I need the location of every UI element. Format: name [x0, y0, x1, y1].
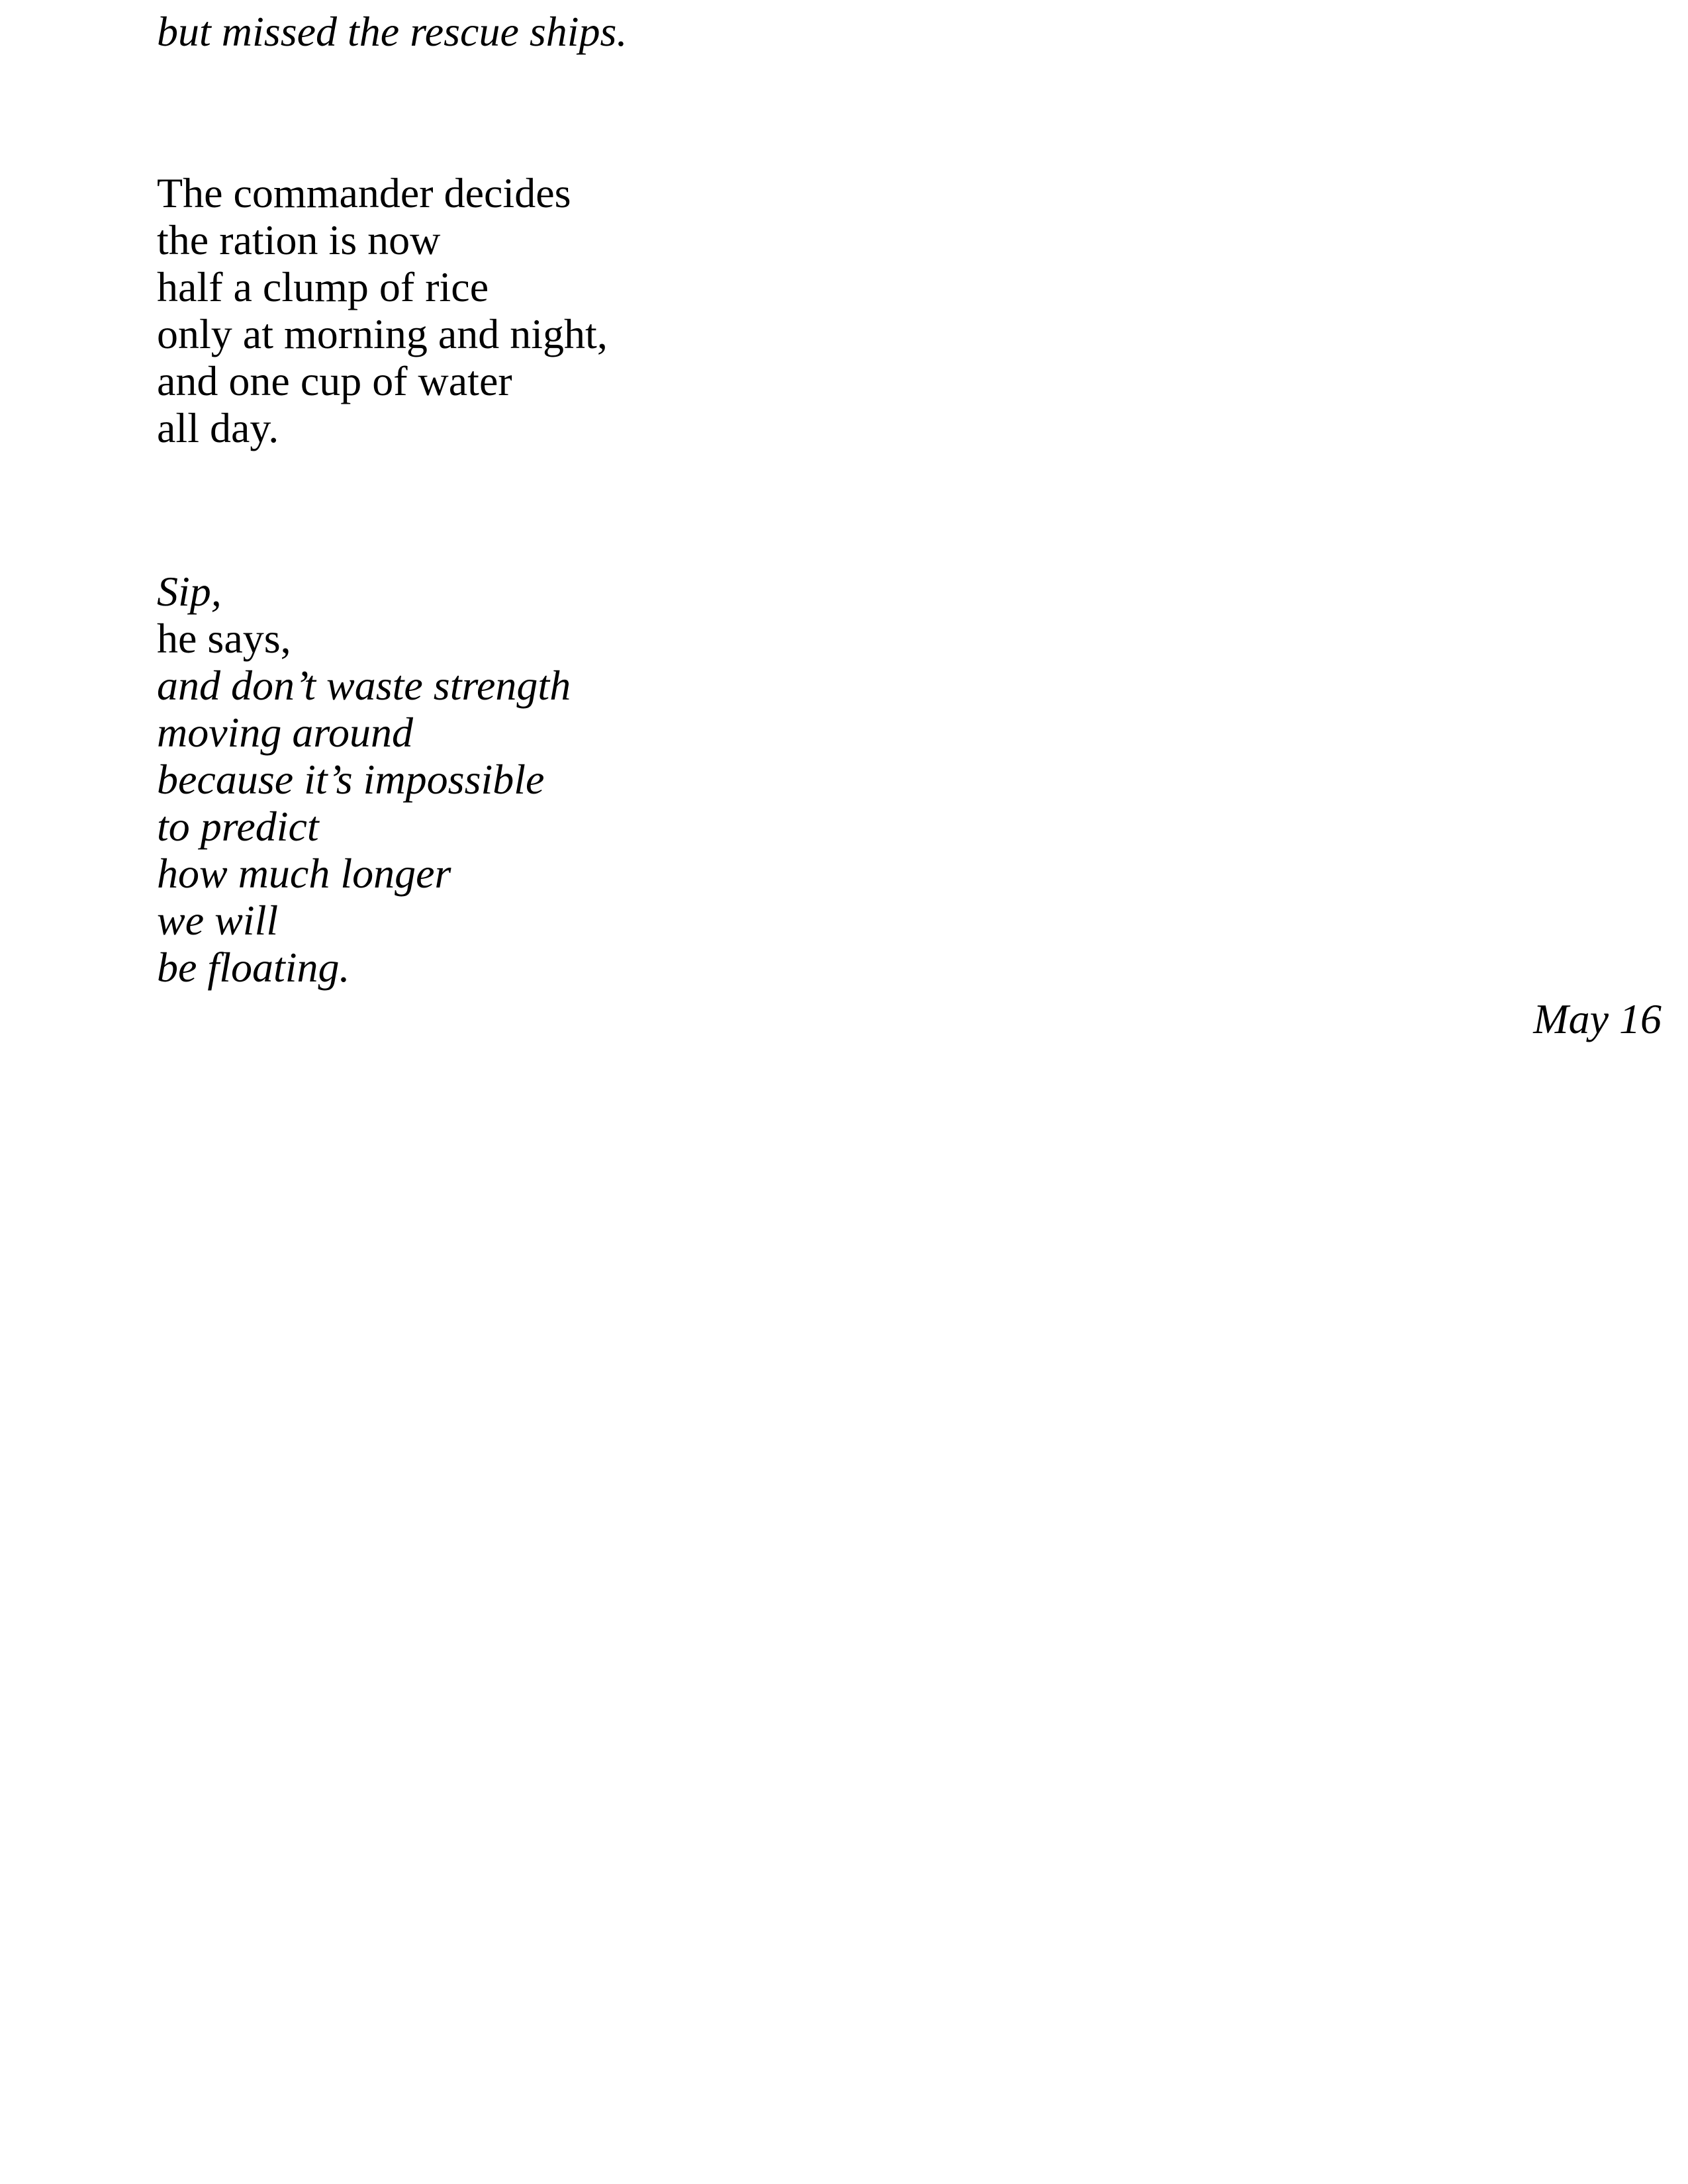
- poem-line: The commander decides: [157, 169, 571, 216]
- poem-stanza-1: [157, 8, 627, 55]
- poem-line: how much longer: [157, 850, 451, 897]
- poem-line: Sip,: [157, 568, 222, 615]
- poem-date: May 16: [1533, 995, 1662, 1042]
- poem-stanza-3: [157, 568, 571, 991]
- poem-line: but missed the rescue ships.: [157, 8, 628, 55]
- poem-line: because it’s impossible: [157, 756, 545, 803]
- poem-stanza-2: [157, 169, 608, 451]
- poem-line: moving around: [157, 709, 413, 756]
- poem-line: half a clump of rice: [157, 263, 489, 310]
- poem-line: only at morning and night,: [157, 310, 608, 357]
- poem-line: and one cup of water: [157, 357, 512, 404]
- poem-line: we will: [157, 897, 279, 944]
- poem-line: and don’t waste strength: [157, 662, 571, 709]
- poem-line: be floating.: [157, 944, 350, 991]
- poem-line: the ration is now: [157, 216, 441, 263]
- poem-line: to predict: [157, 803, 319, 850]
- poem-line: he says,: [157, 615, 291, 662]
- poem-line: all day.: [157, 404, 279, 451]
